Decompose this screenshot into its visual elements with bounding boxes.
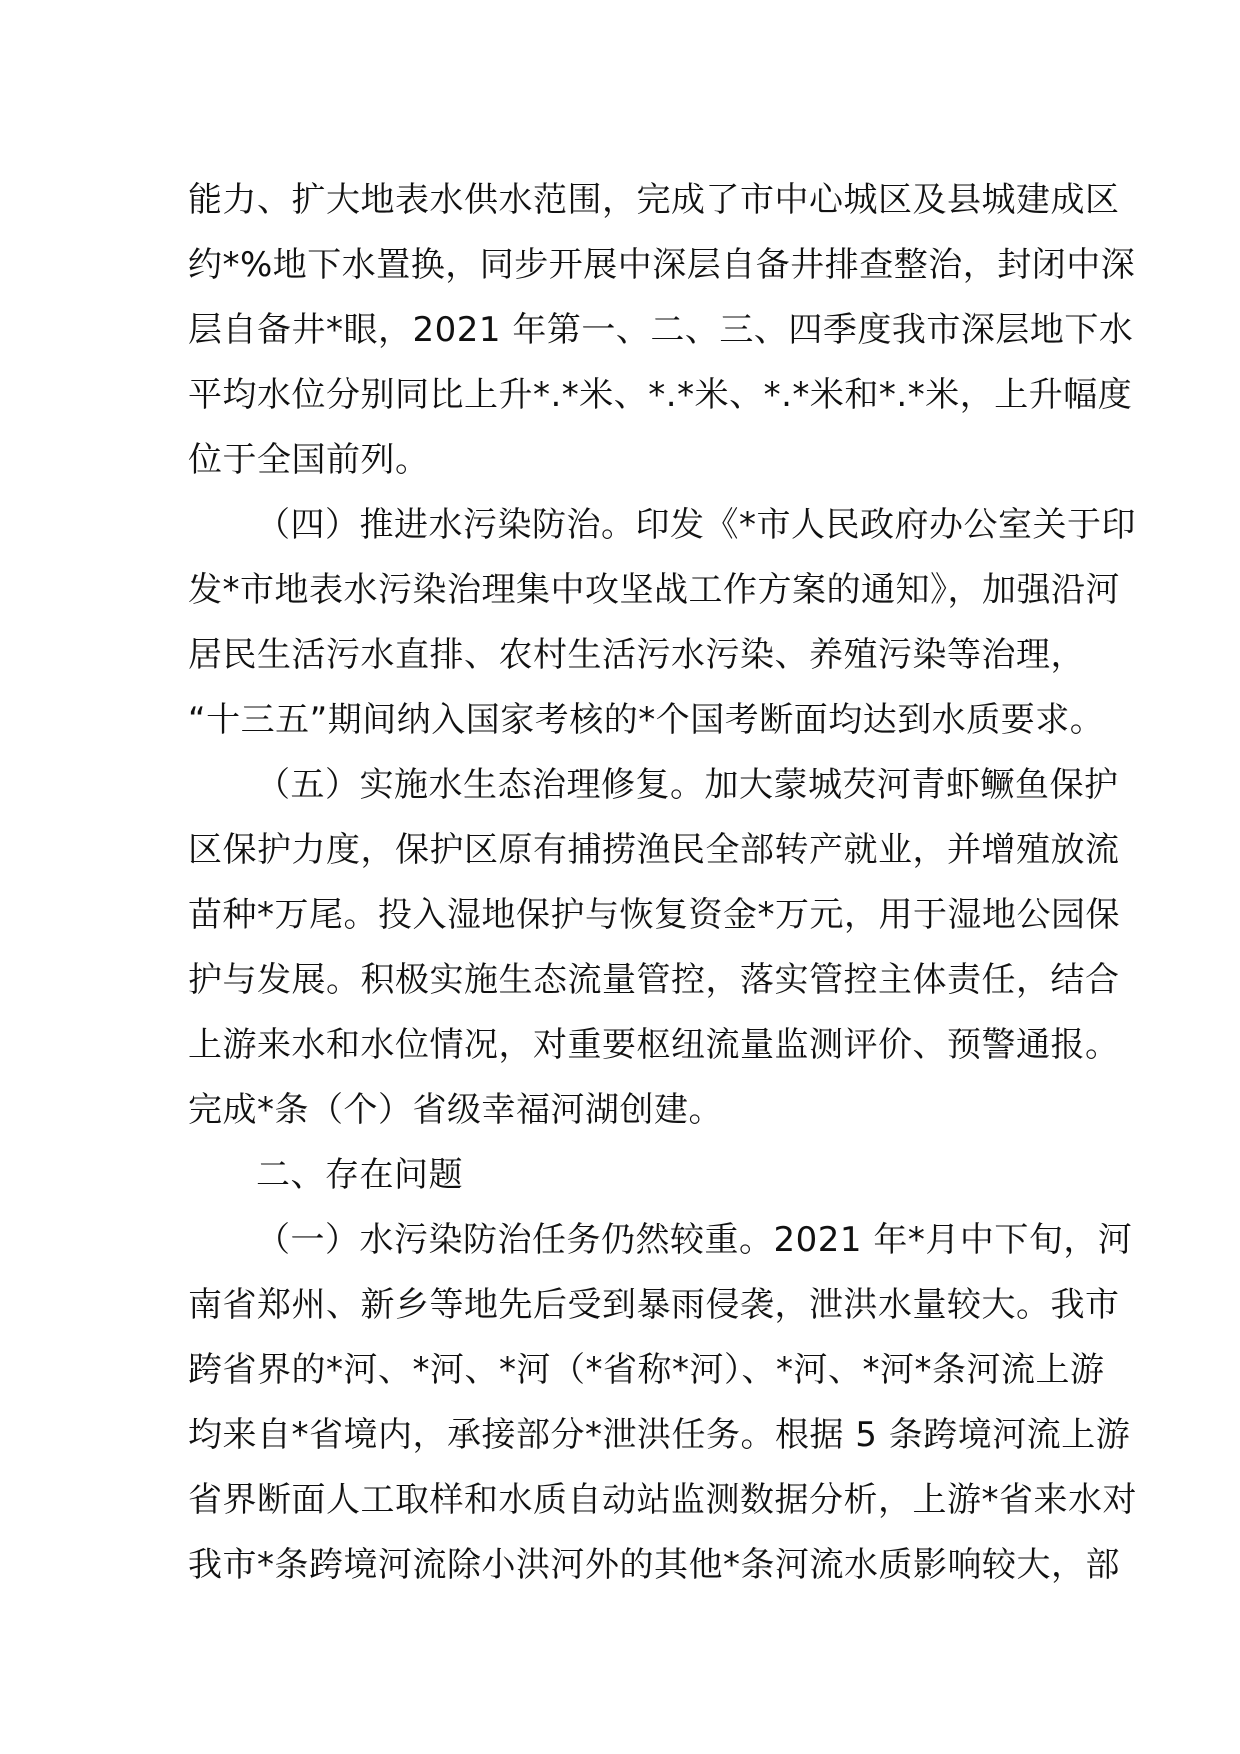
text-line: 完成*条（个）省级幸福河湖创建。 bbox=[188, 1090, 723, 1130]
text-line: “十三五”期间纳入国家考核的*个国考断面均达到水质要求。 bbox=[188, 700, 1105, 740]
text-line: 位于全国前列。 bbox=[188, 440, 430, 480]
chapter-heading: 二、存在问题 bbox=[256, 1155, 463, 1195]
text-line: 发*市地表水污染治理集中攻坚战工作方案的通知》，加强沿河 bbox=[188, 570, 1120, 610]
text-line: 苗种*万尾。投入湿地保护与恢复资金*万元，用于湿地公园保 bbox=[188, 895, 1120, 935]
section-heading-line: （四）推进水污染防治。印发《*市人民政府办公室关于印 bbox=[256, 505, 1136, 545]
text-line: 约*%地下水置换，同步开展中深层自备井排查整治，封闭中深 bbox=[188, 245, 1136, 285]
text-line: 居民生活污水直排、农村生活污水污染、养殖污染等治理， bbox=[188, 635, 1085, 675]
text-line: 层自备井*眼，2021 年第一、二、三、四季度我市深层地下水 bbox=[188, 310, 1134, 350]
text-line: 跨省界的*河、*河、*河（*省称*河）、*河、*河*条河流上游 bbox=[188, 1350, 1105, 1390]
section-heading-line: （五）实施水生态治理修复。加大蒙城芡河青虾鳜鱼保护 bbox=[256, 765, 1119, 805]
text-line: 均来自*省境内，承接部分*泄洪任务。根据 5 条跨境河流上游 bbox=[188, 1415, 1131, 1455]
text-line: 省界断面人工取样和水质自动站监测数据分析，上游*省来水对 bbox=[188, 1480, 1137, 1520]
text-line: 我市*条跨境河流除小洪河外的其他*条河流水质影响较大，部 bbox=[188, 1545, 1120, 1585]
text-line: 平均水位分别同比上升*.*米、*.*米、*.*米和*.*米，上升幅度 bbox=[188, 375, 1133, 415]
text-line: 能力、扩大地表水供水范围，完成了市中心城区及县城建成区 bbox=[188, 180, 1120, 220]
section-heading-line: （一）水污染防治任务仍然较重。2021 年*月中下旬，河 bbox=[256, 1220, 1133, 1260]
text-line: 上游来水和水位情况，对重要枢纽流量监测评价、预警通报。 bbox=[188, 1025, 1120, 1065]
text-line: 南省郑州、新乡等地先后受到暴雨侵袭，泄洪水量较大。我市 bbox=[188, 1285, 1120, 1325]
text-line: 区保护力度，保护区原有捕捞渔民全部转产就业，并增殖放流 bbox=[188, 830, 1120, 870]
text-line: 护与发展。积极实施生态流量管控，落实管控主体责任，结合 bbox=[188, 960, 1120, 1000]
